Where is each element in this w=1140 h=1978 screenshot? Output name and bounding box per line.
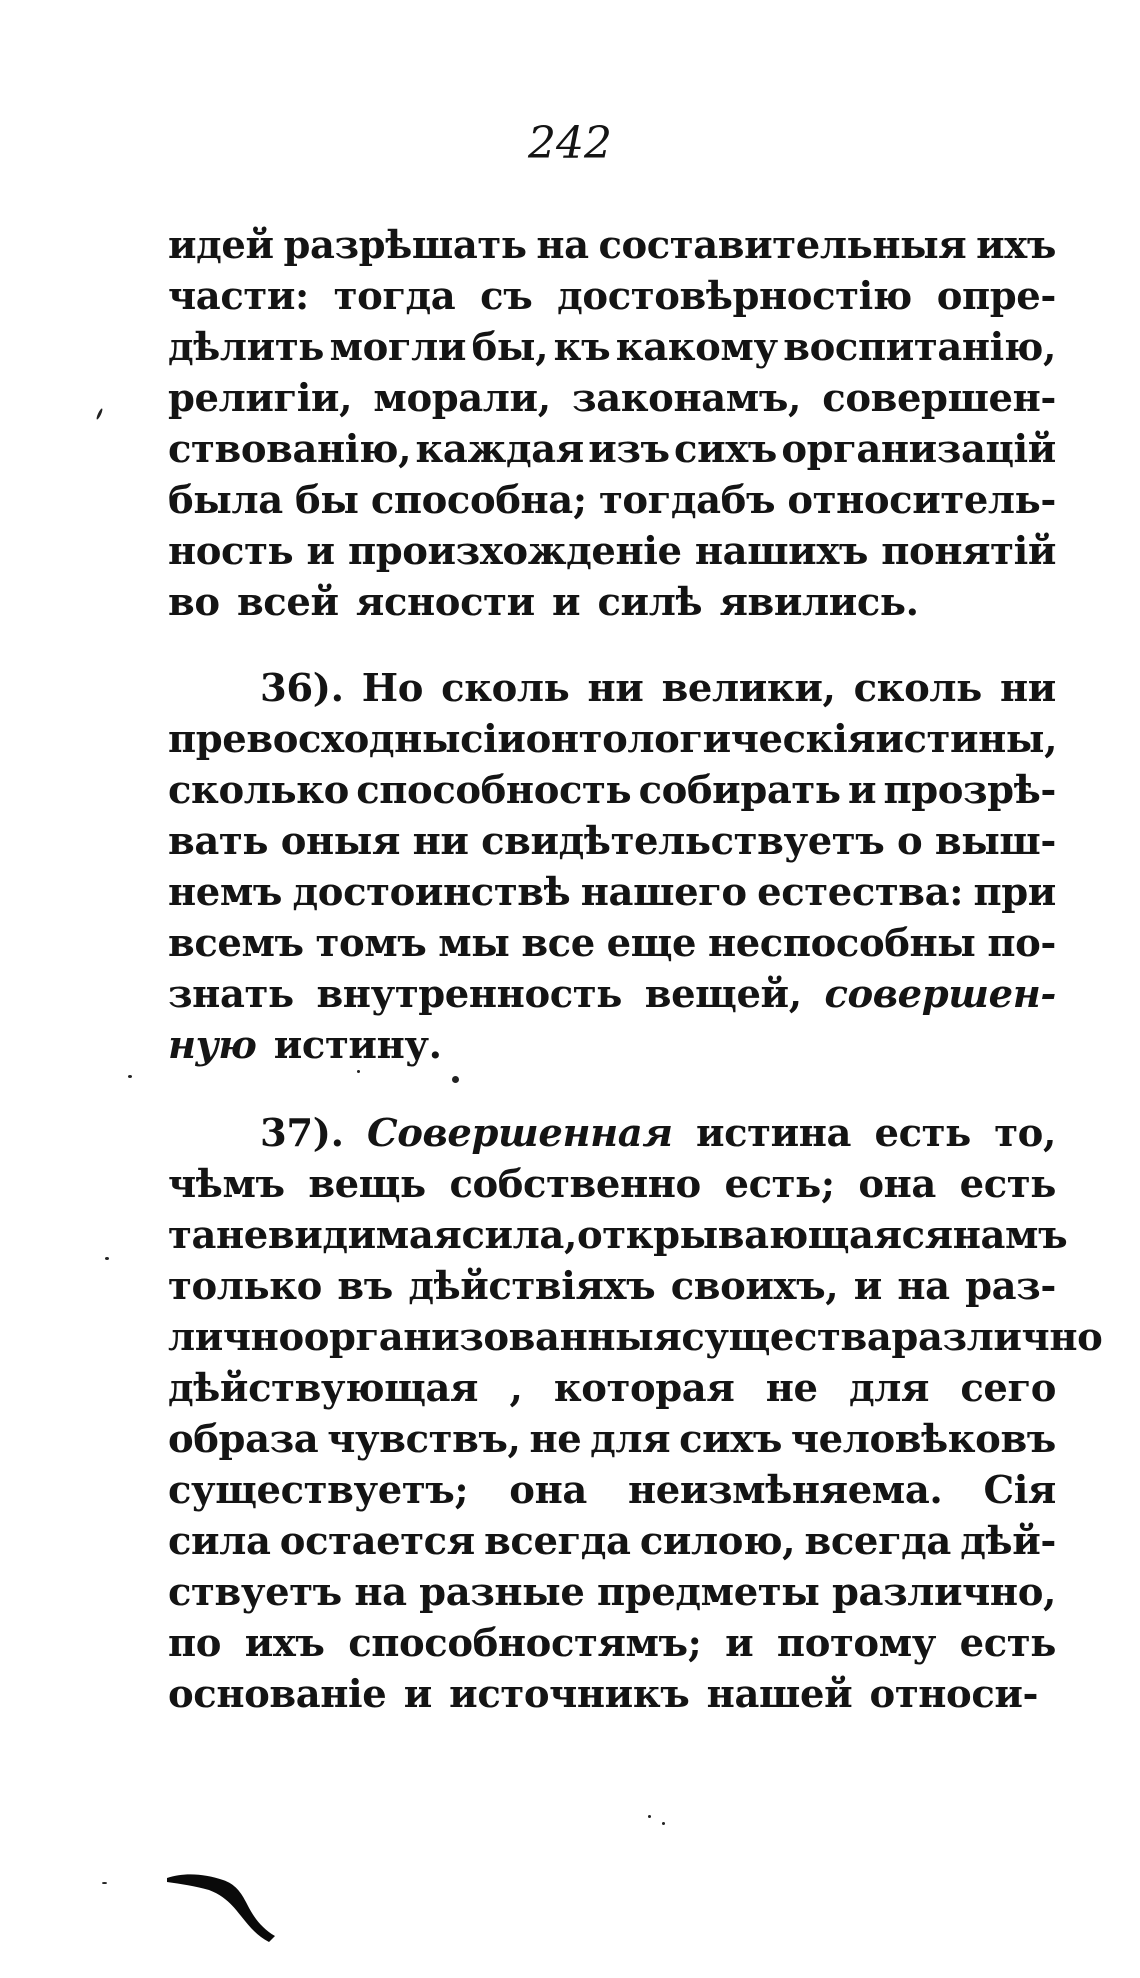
word: образа [168,1417,319,1462]
word: есть [959,1162,1056,1207]
word: Совершенная [367,1111,673,1156]
text-line [168,1669,1056,1720]
word: , [509,1366,523,1411]
word: свидѣтельствуетъ [481,819,885,864]
word: есть [874,1111,971,1156]
word: опре- [936,274,1056,319]
word: при [973,870,1056,915]
paragraph-1 [168,220,1056,628]
word: всегда [484,1519,631,1564]
word: тогда [333,274,456,319]
word: всемъ [168,921,304,966]
word: относитель- [787,478,1056,523]
word: способна; [370,478,587,523]
word: явились. [719,580,919,625]
ink-speck [662,1822,665,1825]
word: истина [695,1111,852,1156]
word: ную [168,1023,257,1068]
word: дѣйствіяхъ [408,1264,656,1309]
word: естества: [757,870,964,915]
word: сего [960,1366,1056,1411]
word: существа [681,1315,892,1360]
word: сіи [460,717,526,762]
word: понятій [881,529,1056,574]
word: организованныя [303,1315,682,1360]
word: ихъ [244,1621,325,1666]
page-number: 242 [528,118,612,169]
word: сколь [853,666,982,711]
text-line [168,1261,1056,1312]
word: разрѣшать [283,223,527,268]
word: она [858,1162,936,1207]
word: истины, [875,717,1058,762]
word: и [403,1672,432,1717]
word: та [168,1213,217,1258]
word: къ [553,325,611,370]
word: велики, [661,666,836,711]
ink-speck [96,408,104,420]
word: дѣйствующая [168,1366,479,1411]
word: остается [279,1519,475,1564]
word: 36). [260,666,344,711]
word: дѣлить [168,325,325,370]
ink-speck [648,1815,651,1818]
text-line [168,1618,1056,1669]
word: сколь [441,666,570,711]
word: Сія [983,1468,1056,1513]
word: составительныя [598,223,967,268]
word: по- [987,921,1056,966]
text-line [168,1159,1056,1210]
word: ни [999,666,1056,711]
word: внутренность [316,972,622,1017]
word: 37). [260,1111,344,1156]
word: во [168,580,220,625]
word: тогдабъ [598,478,776,523]
word: ствованію, [168,427,412,472]
word: знать [168,972,294,1017]
word: относи- [869,1672,1039,1717]
word: и [306,529,335,574]
word: ни [412,819,469,864]
text-line [168,577,1056,628]
word: намъ [952,1213,1068,1258]
word: открывающаяся [576,1213,953,1258]
text-line [168,663,1056,714]
word: ность [168,529,294,574]
word: могли [329,325,467,370]
text-line [168,918,1056,969]
word: мы [438,921,510,966]
word: сколько [168,768,349,813]
word: по [168,1621,222,1666]
text-line [168,1516,1056,1567]
text-line [168,867,1056,918]
word: разные [419,1570,585,1615]
word: Но [361,666,424,711]
text-line [168,526,1056,577]
text-line [168,1020,1056,1071]
word: немъ [168,870,283,915]
word: нашего [580,870,747,915]
word: предметы [597,1570,820,1615]
word: прозрѣ- [883,768,1056,813]
word: нашихъ [694,529,869,574]
word: законамъ, [572,376,801,421]
word: истину. [273,1023,442,1068]
word: для [590,1417,671,1462]
word: организацій [781,427,1056,472]
word: всегда [804,1519,951,1564]
word: то, [994,1111,1056,1156]
text-line [168,1210,1068,1261]
word: чѣмъ [168,1162,285,1207]
ink-speck [105,1257,109,1260]
ink-speck [128,1075,132,1078]
word: неспособны [707,921,976,966]
word: съ [480,274,533,319]
word: есть; [724,1162,835,1207]
ink-blot [165,1870,285,1945]
word: она [509,1468,587,1513]
word: еще [606,921,697,966]
word: изъ [588,427,670,472]
word: сихъ [679,1417,782,1462]
word: совершен- [824,972,1056,1017]
text-line [168,475,1056,526]
word: невидимая [216,1213,462,1258]
text-line [168,373,1056,424]
word: выш- [934,819,1056,864]
word: на [354,1570,407,1615]
word: томъ [315,921,427,966]
word: есть [959,1621,1056,1666]
word: какому [615,325,778,370]
text-line [168,816,1056,867]
word: на [536,223,589,268]
word: вещей, [644,972,802,1017]
text-line [168,220,1056,271]
word: не [765,1366,818,1411]
word: онтологическія [525,717,876,762]
word: нашей [706,1672,853,1717]
word: и [552,580,581,625]
word: источникъ [449,1672,690,1717]
text-line [168,714,1056,765]
word: бы, [471,325,549,370]
word: ни [587,666,644,711]
word: своихъ, [670,1264,839,1309]
paragraph-37 [168,1108,1103,1720]
word: человѣковъ [790,1417,1056,1462]
word: чувствъ, [327,1417,521,1462]
word: въ [337,1264,393,1309]
word: различно, [832,1570,1056,1615]
word: не [529,1417,582,1462]
word: произхожденіе [347,529,682,574]
word: силою, [639,1519,796,1564]
word: основаніе [168,1672,387,1717]
word: вать [168,819,269,864]
word: силѣ [597,580,703,625]
word: для [848,1366,930,1411]
ink-speck [357,1070,360,1073]
word: идей [168,223,274,268]
text-line [168,271,1056,322]
word: ихъ [976,223,1056,268]
word: вещь [308,1162,426,1207]
word: сила, [461,1213,577,1258]
word: была [168,478,283,523]
word: раз- [965,1264,1056,1309]
text-line [168,1567,1056,1618]
word: оныя [280,819,400,864]
word: части: [168,274,309,319]
word: воспитанію, [783,325,1056,370]
word: и [725,1621,754,1666]
text-line [168,424,1056,475]
text-line [168,765,1056,816]
word: ствуетъ [168,1570,342,1615]
word: дѣй- [960,1519,1056,1564]
text-line [168,1312,1103,1363]
text-line [168,969,1056,1020]
word: бы [295,478,359,523]
word: способность [356,768,632,813]
text-line [168,1363,1056,1414]
word: собирать [638,768,841,813]
word: собственно [449,1162,701,1207]
word: о [897,819,923,864]
ink-speck [452,1076,459,1083]
text-line [168,1414,1056,1465]
word: достоинствѣ [292,870,571,915]
text-line [168,322,1056,373]
word: только [168,1264,322,1309]
word: и [853,1264,882,1309]
word: все [521,921,595,966]
word: превосходны [168,717,461,762]
word: сила [168,1519,271,1564]
word: совершен- [822,376,1056,421]
word: способностямъ; [348,1621,702,1666]
text-line [168,1108,1056,1159]
word: религіи, [168,376,353,421]
word: ясности [355,580,535,625]
word: неизмѣняема. [627,1468,943,1513]
word: которая [553,1366,735,1411]
word: потому [776,1621,937,1666]
word: достовѣрностію [557,274,912,319]
word: и [847,768,877,813]
ink-speck [102,1882,107,1884]
word: существуетъ; [168,1468,469,1513]
word: различно [891,1315,1103,1360]
paragraph-36 [168,663,1056,1071]
text-line [168,1465,1056,1516]
word: морали, [373,376,551,421]
word: каждая [415,427,584,472]
word: сихъ [674,427,777,472]
word: на [897,1264,950,1309]
word: всей [236,580,339,625]
word: лично [168,1315,304,1360]
